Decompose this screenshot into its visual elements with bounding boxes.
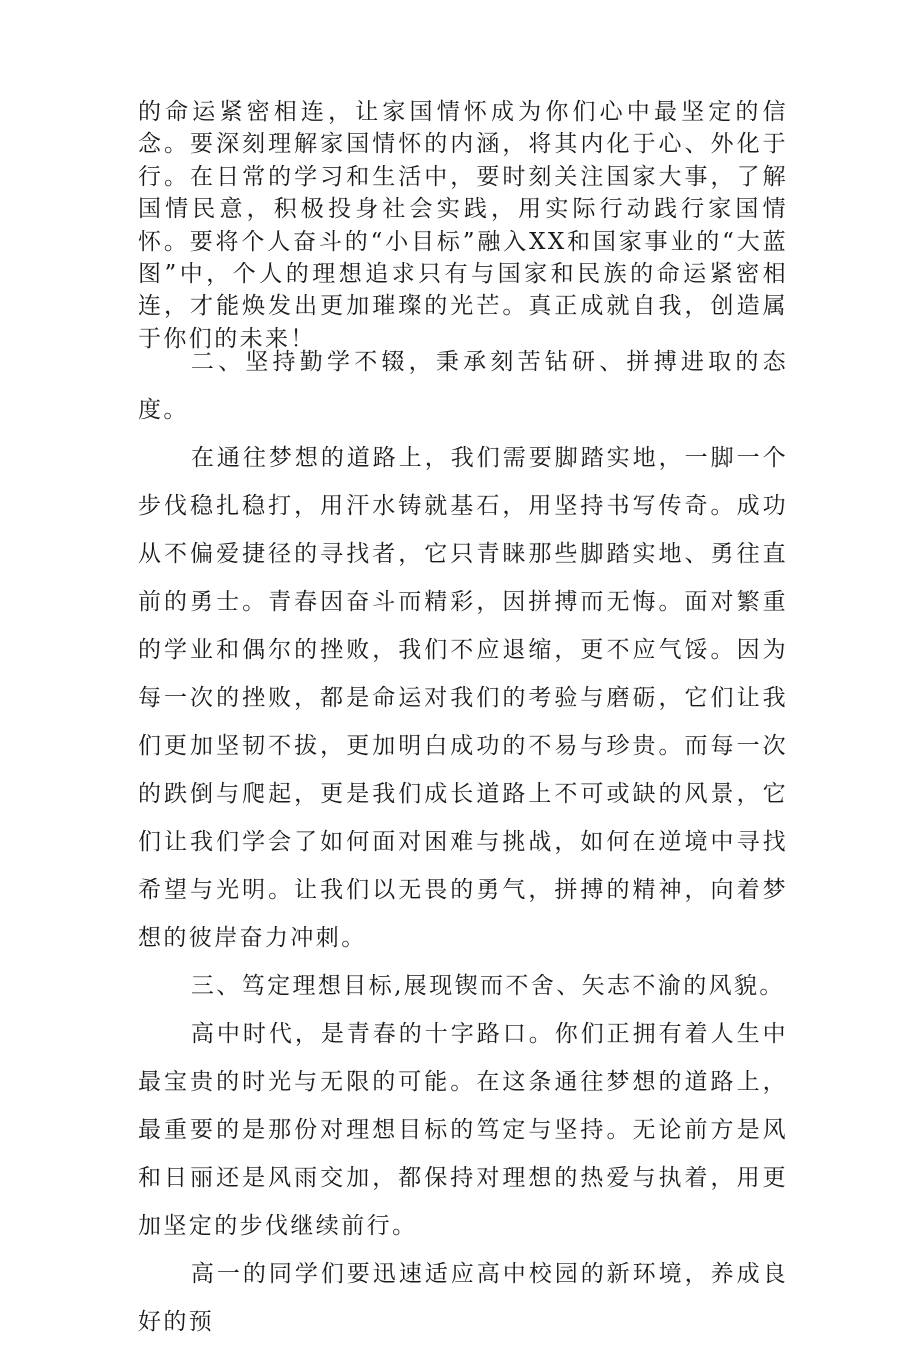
section-paragraph-3: 高中时代，是青春的十字路口。你们正拥有着人生中最宝贵的时光与无限的可能。在这条通往梦想的道路上，最重要的是那份对理想目标的笃定与坚持。无论前方是风和日丽还是风雨交加，都保持对理想的热爱与执着，用更加坚定的步伐继续前行。 — [138, 1021, 788, 1239]
section-heading-2: 二、坚持勤学不辍，秉承刻苦钻研、拼搏进取的态度。 — [138, 349, 788, 423]
top-section — [138, 96, 788, 355]
continued-paragraph: 的命运紧密相连，让家国情怀成为你们心中最坚定的信念。要深刻理解家国情怀的内涵，将其内化于心、外化于行。在日常的学习和生活中，要时刻关注国家大事，了解国情民意，积极投身社会实践，用实际行动践行家国情怀。要将个人奋斗的“小目标”融入XX和国家事业的“大蓝图”中，个人的理想追求只有与国家和民族的命运紧密相连，才能焕发出更加璀璨的光芒。真正成就自我，创造属于你们的未来！ — [138, 99, 788, 352]
section-paragraph-2: 在通往梦想的道路上，我们需要脚踏实地，一脚一个步伐稳扎稳打，用汗水铸就基石，用坚持书写传奇。成功从不偏爱捷径的寻找者，它只青睐那些脚踏实地、勇往直前的勇士。青春因奋斗而精彩，因拼搏而无悔。面对繁重的学业和偶尔的挫败，我们不应退缩，更不应气馁。因为每一次的挫败，都是命运对我们的考验与磨砺，它们让我们更加坚韧不拔，更加明白成功的不易与珍贵。而每一次的跌倒与爬起，更是我们成长道路上不可或缺的风景，它们让我们学会了如何面对困难与挑战，如何在逆境中寻找希望与光明。让我们以无畏的勇气，拼搏的精神，向着梦想的彼岸奋力冲刺。 — [138, 445, 788, 951]
main-section — [138, 338, 788, 1346]
section-paragraph-4: 高一的同学们要迅速适应高中校园的新环境，养成良好的预 — [138, 1261, 788, 1335]
section-heading-3: 三、笃定理想目标,展现锲而不舍、矢志不渝的风貌。 — [190, 973, 785, 999]
